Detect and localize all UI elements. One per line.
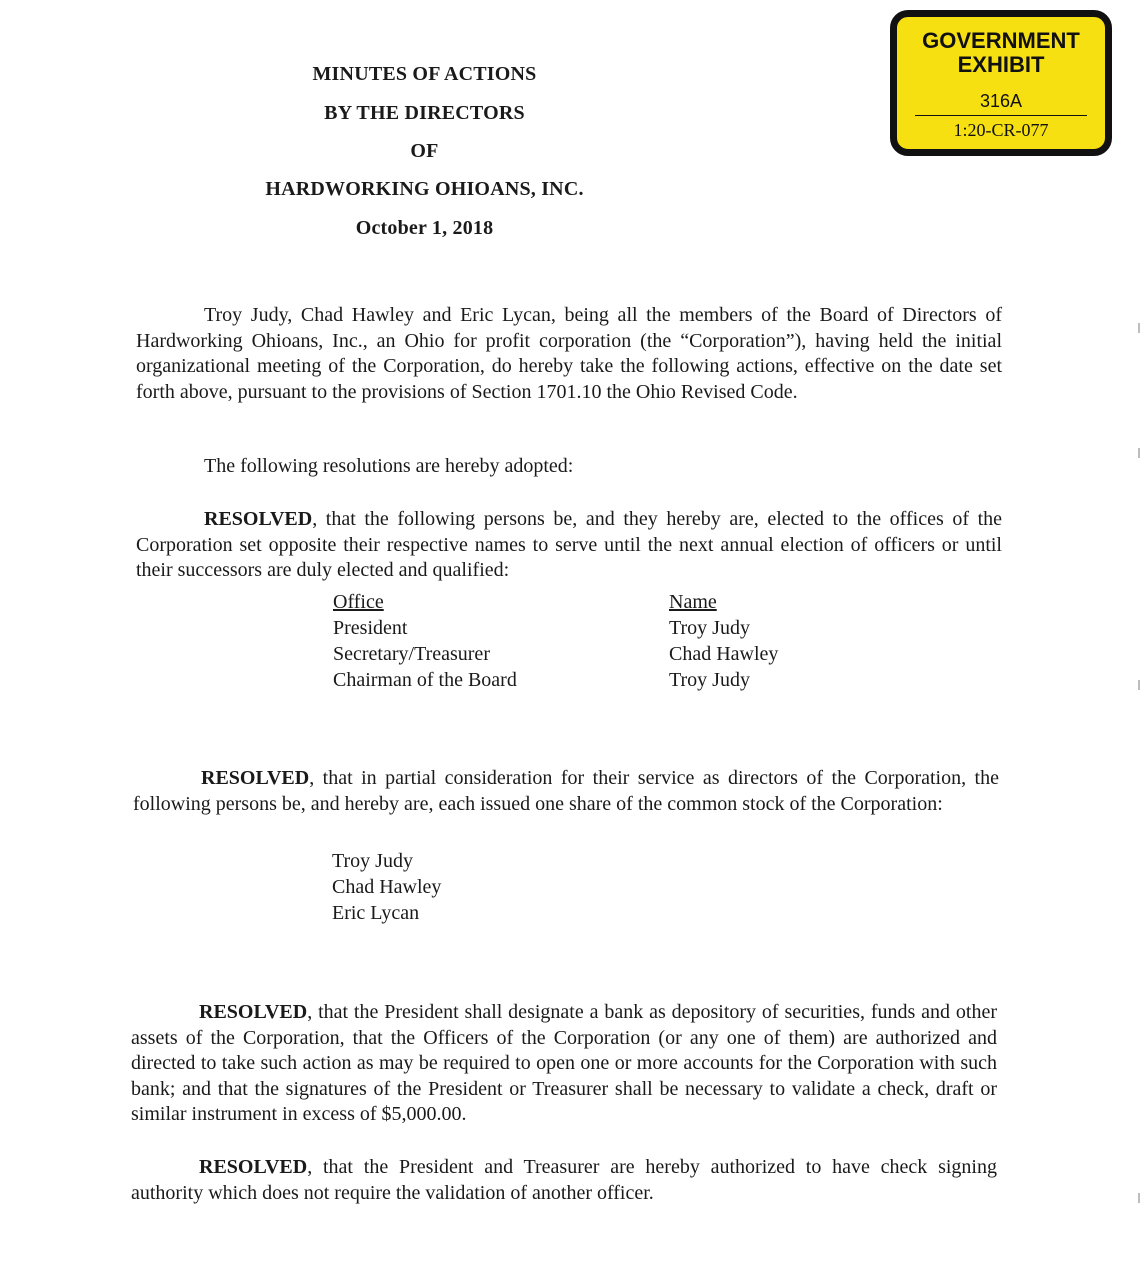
name-cell: Chad Hawley	[669, 643, 779, 665]
scan-mark	[1138, 323, 1140, 333]
resolved-label: RESOLVED	[201, 767, 310, 789]
resolution-2	[133, 766, 999, 817]
resolution-4	[131, 1155, 997, 1206]
officers-table-header	[333, 589, 853, 615]
exhibit-title-line2: EXHIBIT	[957, 52, 1045, 77]
name-cell: Troy Judy	[669, 669, 750, 691]
table-row	[333, 641, 853, 667]
resolution-1-text: , that the following persons be, and they hereby are, elected to the offices of the Corporation set opposite their respective names to serve until the next annual election of officers or until their successors are duly elected and qualified:	[136, 508, 1002, 581]
office-cell: Secretary/Treasurer	[333, 643, 490, 665]
list-item: Troy Judy	[332, 850, 413, 872]
corporation-name: HARDWORKING OHIOANS, INC.	[265, 178, 584, 200]
resolution-3	[131, 1000, 997, 1128]
resolution-4-text: , that the President and Treasurer are hereby authorized to have check signing authority which does not require the validation of another officer.	[131, 1156, 997, 1204]
adopted-paragraph: The following resolutions are hereby adopted:	[204, 455, 574, 477]
resolved-label: RESOLVED	[199, 1001, 308, 1023]
exhibit-number: 316A	[979, 91, 1023, 111]
scan-mark	[1138, 448, 1140, 458]
list-item: Chad Hawley	[332, 876, 442, 898]
exhibit-case-number: 1:20-CR-077	[953, 120, 1049, 140]
resolution-2-text: , that in partial consideration for their service as directors of the Corporation, the following persons be, and hereby are, each issued one share of the common stock of the Corporation:	[133, 767, 999, 815]
table-row	[333, 615, 853, 641]
document-date: October 1, 2018	[355, 217, 494, 239]
resolved-label: RESOLVED	[204, 508, 313, 530]
title-line-2: BY THE DIRECTORS	[324, 102, 525, 124]
office-cell: Chairman of the Board	[333, 669, 517, 691]
office-cell: President	[333, 617, 408, 639]
officers-table	[333, 589, 853, 693]
resolution-3-text: , that the President shall designate a bank as depository of securities, funds and other assets of the Corporation, that the Officers of the Corporation (or any one of them) are authorized and directed to take such action as may be required to open one or more accounts for the Corporation with such bank; and that the signatures of the President or Treasurer shall be necessary to validate a check, draft or similar instrument in excess of $5,000.00.	[131, 1001, 997, 1125]
title-line-3: OF	[410, 140, 439, 162]
name-column-header: Name	[669, 591, 717, 613]
scan-mark	[1138, 1193, 1140, 1203]
resolved-label: RESOLVED	[199, 1156, 308, 1178]
table-row	[333, 667, 853, 693]
intro-paragraph: Troy Judy, Chad Hawley and Eric Lycan, being all the members of the Board of Directors of Hardworking Ohioans, Inc., an Ohio for profit corporation (the “Corporation”), having held the initial organizational meeting of the Corporation, do hereby take the following actions, effective on the date set forth above, pursuant to the provisions of Section 1701.10 the Ohio Revised Code.	[136, 304, 1002, 403]
shareholders-list	[332, 848, 441, 926]
exhibit-title-line1: GOVERNMENT	[922, 28, 1080, 53]
name-cell: Troy Judy	[669, 617, 750, 639]
list-item: Eric Lycan	[332, 902, 420, 924]
office-column-header: Office	[333, 591, 384, 613]
title-line-1: MINUTES OF ACTIONS	[312, 63, 537, 85]
scan-mark	[1138, 680, 1140, 690]
resolution-1	[136, 507, 1002, 584]
